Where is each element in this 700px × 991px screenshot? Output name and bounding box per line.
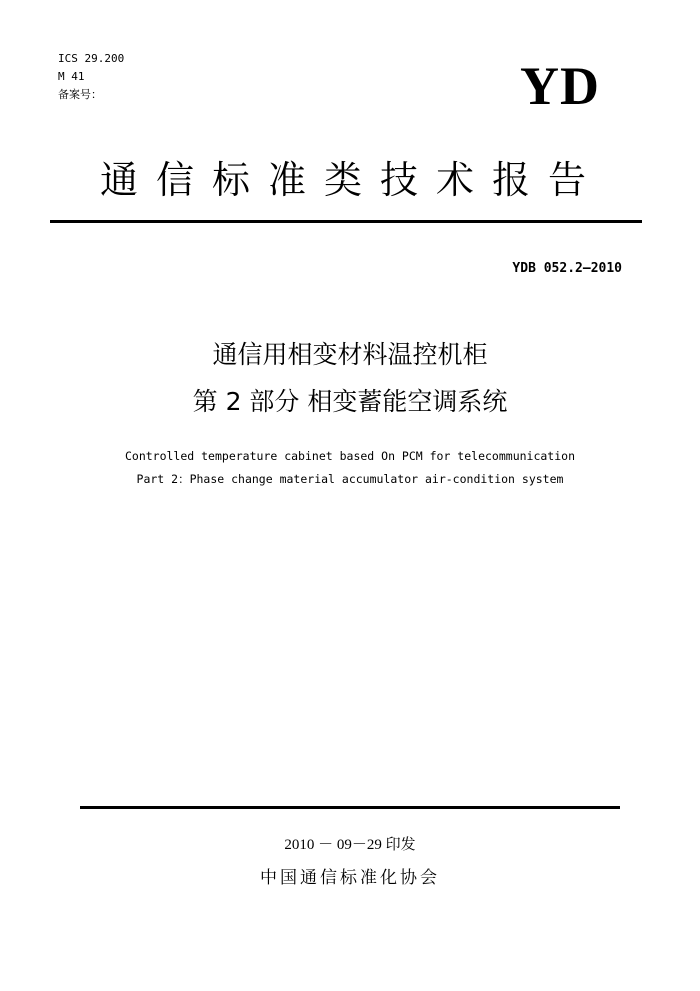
title-en-line1: Controlled temperature cabinet based On PCM for telecommunication xyxy=(124,449,576,463)
document-type-heading: 通信标准类技术报告 xyxy=(99,158,604,202)
publisher-name: 中国通信标准化协会 xyxy=(260,868,440,888)
title-cn-line2: 第 2 部分 相变蓄能空调系统 xyxy=(192,387,508,416)
document-code: YDB 052.2—2010 xyxy=(512,261,622,276)
ics-code: ICS 29.200 xyxy=(58,52,125,65)
issue-date: 2010 － 09－29 印发 xyxy=(284,837,416,853)
classification-info xyxy=(58,50,124,104)
record-number-label: 备案号： xyxy=(58,88,102,101)
title-en-line2: Part 2：Phase change material accumulator air-condition system xyxy=(136,472,564,486)
bottom-divider xyxy=(80,806,620,809)
title-cn-line1: 通信用相变材料温控机柜 xyxy=(212,340,488,369)
yd-logo: YD xyxy=(520,56,600,116)
category-code: M 41 xyxy=(58,70,85,83)
top-divider xyxy=(50,220,642,223)
